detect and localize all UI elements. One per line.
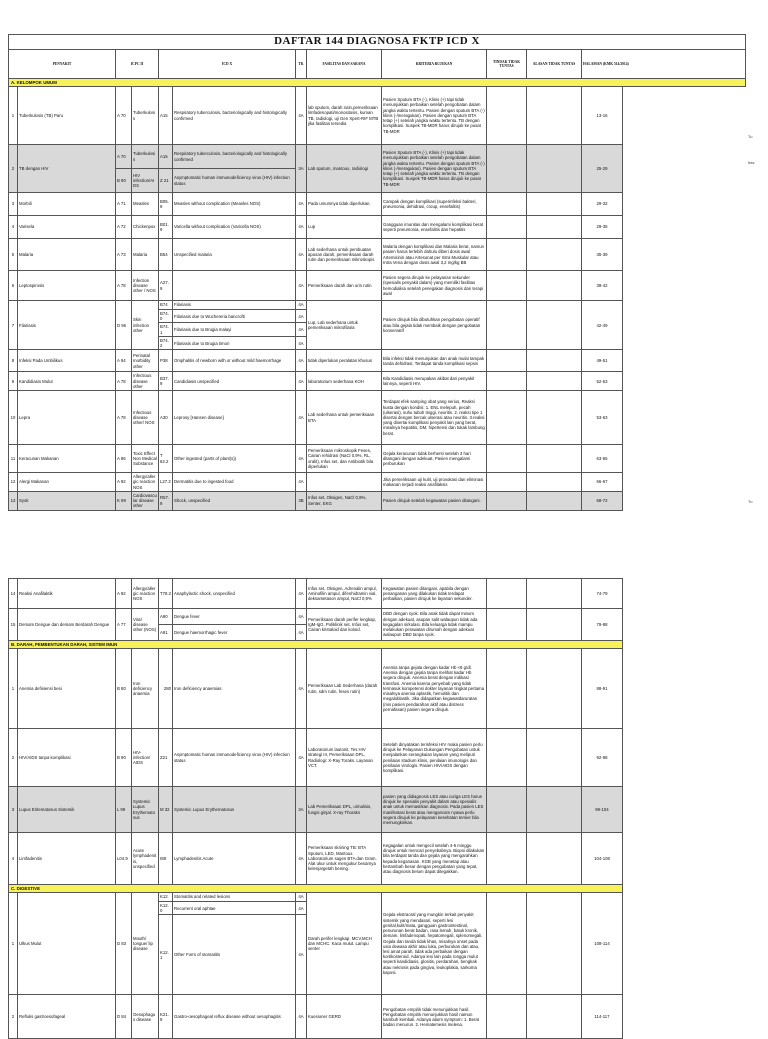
row-icd: B74.0 bbox=[159, 310, 173, 323]
row-page: 114-117 bbox=[582, 995, 623, 1039]
row-icd: B54 bbox=[159, 239, 173, 271]
header-penyakit: PENYAKIT bbox=[9, 50, 116, 79]
row-facilities: Pemeriksaan darah perifer lengkap, IgM-IgG, Poliklinik set, Infus set, Cairan kristaloid dan koloid. bbox=[307, 609, 382, 641]
row-page: 39-42 bbox=[582, 271, 623, 301]
row-icd: B74.1 bbox=[159, 323, 173, 336]
row-criteria: Pasien Sputum BTA (-), Klinis (+) tapi tidak menunjukkan perbaikan setelah pengobatan dalam jangka waktu tertentu. Pasien dengan sputum BTA (-) klinis (-/meragukan). Pasien dengan sputum BTA tetap (+) setelah jangka waktu tertentu. TB dengan komplikasi. Suspek TB-MDR harus dirujuk ke pusat TB-MDR bbox=[382, 87, 487, 145]
table-row bbox=[9, 729, 746, 787]
row-icd-desc: Dermatitis due to ingested food bbox=[173, 473, 296, 492]
row-criteria: Kegawatan pasien ditangani, apabila dengan penanganan yang dilakukan tidak terdapat perbaikan, pasien dirujuk ke layanan sekunder. bbox=[382, 579, 487, 609]
row-icd: K21.9 bbox=[159, 995, 173, 1039]
row-page: 99-104 bbox=[582, 787, 623, 833]
table-row bbox=[9, 239, 746, 271]
row-icd: B05.9 bbox=[159, 193, 173, 216]
row-icpc: A 78 bbox=[116, 271, 132, 301]
row-icd-desc: Systemic Lupus Erythematosus bbox=[173, 787, 296, 833]
row-no: 2 bbox=[9, 729, 18, 787]
table-row bbox=[9, 491, 746, 510]
row-icd: A15 bbox=[159, 145, 173, 169]
table-row bbox=[9, 787, 746, 833]
row-facilities: Pemeriksaan mikroskopik Feses, Cairan rehidrasi (NaCl 0,9%, RL, oralit), Infus set, dan Antibiotik bila diperlukan bbox=[307, 445, 382, 473]
row-icpc: A 77 bbox=[116, 609, 132, 641]
row-facilities: Lab sputum, mantoux, radiologi bbox=[307, 145, 382, 193]
row-icd: K12 bbox=[159, 893, 173, 902]
row-page: 66-67 bbox=[582, 473, 623, 492]
row-icpc-desc: Mouth/ tongue/ lip disease bbox=[132, 893, 159, 995]
row-facilities: Lab sederhana untuk pemeriksaan BTA bbox=[307, 391, 382, 445]
row-tk: 4A bbox=[296, 310, 307, 323]
header-tindak: TINDAK TIDAK TUNTAS bbox=[487, 50, 527, 79]
row-disease: TB dengan HIV bbox=[18, 145, 116, 193]
row-no: 5 bbox=[9, 239, 18, 271]
table-row bbox=[9, 301, 746, 310]
row-page: 68-72 bbox=[582, 491, 623, 510]
table-row bbox=[9, 893, 746, 902]
row-facilities: Darah perifer lengkap. MCV,MCH dan MCHC. Kaca mulut. Lampu senter bbox=[307, 893, 382, 995]
row-criteria: Anemia tanpa gejala dengan kadar Hb <8 g/dl. Anemia dengan gejala tanpa melihat kadar Hb segera dirujuk. Anemia berat dengan indikasi transfusi. Anemia karena penyebab yang tidak termasuk kompetensi dokter layanan tingkat pertama misalnya anemia aplastik, hemolitik dan megaloblastik. Jika didapatkan kegawatdaruratan (mis pasien pendarahan aktif atau distress pernafasan) pasien segera dirujuk. bbox=[382, 649, 487, 729]
row-icpc: A 78 bbox=[116, 391, 132, 445]
row-tk: 4A bbox=[296, 87, 307, 145]
row-icpc: A 72 bbox=[116, 216, 132, 239]
row-disease: Filariasis bbox=[18, 301, 116, 350]
row-icpc: D 83 bbox=[116, 893, 132, 995]
row-disease: Leptospirosis bbox=[18, 271, 116, 301]
diagnosis-table-page-2 bbox=[8, 578, 746, 1039]
row-disease: Keracunan Makanan bbox=[18, 445, 116, 473]
row-criteria: Pengobatan empirik tidak menunjukkan hasil. Pengobatan empirik menunjukkan hasil namun kambuh kembali. Adanya alarm symptom: 1. Berat badan menurun. 2. Hematemesis melena. bbox=[382, 995, 487, 1039]
row-icd: B74 bbox=[159, 301, 173, 310]
row-icpc-desc: Viral disease other (NOS) bbox=[132, 609, 159, 641]
row-page: 49-51 bbox=[582, 350, 623, 372]
table-row bbox=[9, 995, 746, 1039]
header-kriteria: KRITERIA RUJUKAN bbox=[382, 50, 487, 79]
row-no: 4 bbox=[9, 216, 18, 239]
row-facilities bbox=[307, 473, 382, 492]
row-icpc-desc: Acute lymphadenitis, unspecified bbox=[132, 833, 159, 885]
row-icpc-desc: Cardiovascular disease other bbox=[133, 492, 157, 509]
side-note: Tu bbox=[748, 499, 753, 504]
row-tk: 4A bbox=[296, 445, 307, 473]
header-alasan: ALASAN TIDAK TUNTAS bbox=[527, 50, 582, 79]
row-icd-desc: Asymptomatic human immunodeficiency virus (HIV) infection status bbox=[173, 729, 296, 787]
row-disease: Lepra bbox=[18, 391, 116, 445]
row-icd: K12.1 bbox=[159, 915, 173, 995]
row-facilities: Pemeriksaan Lab Sederhana (darah rutin, sdm rutin, feses rutin) bbox=[307, 649, 382, 729]
row-icd: L27.2 bbox=[159, 473, 173, 492]
row-disease: Malaria bbox=[18, 239, 116, 271]
row-facilities: Lup bbox=[307, 216, 382, 239]
row-icd: A15 bbox=[159, 87, 173, 145]
row-icpc: A 92 bbox=[116, 473, 132, 492]
row-icd-desc: Respiratory tuberculosis, bacteriologically and histologically confirmed bbox=[173, 145, 296, 169]
table-row bbox=[9, 473, 746, 492]
row-icpc: L04.9 bbox=[116, 833, 132, 885]
row-page: 29-35 bbox=[582, 216, 623, 239]
row-disease: Anemia defisiensi besi bbox=[18, 649, 116, 729]
row-icpc-desc: Allergy/allergic reaction NOS bbox=[132, 579, 159, 609]
row-criteria: Gejala ekstraoral yang mungkin terkait penyakit sistemik yang mendasari, seperti lesi genital,kulit/mata, gangguan gastrointestinal, penurunan berat badan, rasa lemah, batuk kronik, demam, limfadenopati, hepatomegali, splenomegali. Gejala dan tanda tidak khas, misalnya onset pada usia dewasa akhir atau luka, perburukan dan atau, lesi amat parah, tidak ada perbaikan dengan kortikosteroid. Adanya lesi lain pada rongga mulut seperti kandidiasis, glositis, perdarahan, bengkak atau nekrosis pada gingiva, leukoplakia, sarkoma kaposi. bbox=[382, 893, 487, 995]
row-icd: A90 bbox=[159, 609, 173, 625]
row-tk: 4A bbox=[296, 391, 307, 445]
row-tk: 4A bbox=[296, 301, 307, 310]
page-1 bbox=[0, 34, 768, 511]
row-no: 1 bbox=[9, 87, 18, 145]
row-icd-desc: Filariasis due to Brugia timori bbox=[173, 336, 296, 349]
row-criteria: Terdapat efek samping obat yang serius, Reaksi kusta dengan kondisi: 1. ENL melepuh, pecah (ulserasi), suhu tubuh tinggi, neuritis. 2. reaksi tipe 1 disertai dengan bercak ulserasi atau neuritis. 3.reaksi yang disertai komplikasi penyakit lain yang berat, misalnya hepatitis, DM, hipertensi dan tukak lambung berat. bbox=[382, 391, 487, 445]
row-no: 8 bbox=[9, 350, 18, 372]
row-tk: 3A bbox=[296, 787, 307, 833]
row-tk: 3A bbox=[296, 145, 307, 193]
row-tk: 4A bbox=[296, 323, 307, 336]
row-disease: HIV/AIDS tanpa komplikasi bbox=[18, 729, 116, 787]
row-icpc-desc: Infectious disease other/ NOS bbox=[132, 391, 159, 445]
row-icd: A91 bbox=[159, 625, 173, 641]
row-icpc-desc: Perinatal morbidity other bbox=[132, 350, 159, 372]
row-icd: A30 bbox=[159, 391, 173, 445]
row-icpc-desc: HIV infection/AIDS bbox=[132, 169, 159, 193]
row-icpc: A 70 bbox=[116, 87, 132, 145]
row-criteria: Gejala keracunan tidak berhenti setelah 3 hari ditangani dengan adekuat, Pasien mengalami perburukan bbox=[382, 445, 487, 473]
row-icd-desc: Shock, unspecified bbox=[173, 491, 296, 510]
table-row bbox=[9, 391, 746, 445]
row-disease: Lupus Eritematosus Sistemik bbox=[18, 787, 116, 833]
table-row bbox=[9, 372, 746, 391]
row-icd: I88 bbox=[159, 833, 173, 885]
row-icpc-desc: Infection disease other / NOS bbox=[132, 271, 159, 301]
row-icpc: B 80 bbox=[116, 649, 132, 729]
row-icpc-desc: HIV-infection/ AIDS bbox=[132, 729, 159, 787]
row-disease: Limfadenitis bbox=[18, 833, 116, 885]
row-tk: 4A bbox=[296, 372, 307, 391]
row-icpc: K 99 bbox=[116, 491, 132, 510]
row-icd: P38 bbox=[159, 350, 173, 372]
row-facilities: Infus set, Oksigen, NaCl 0,9%, Senter, EKG bbox=[307, 491, 382, 510]
row-icd-desc: Leprosy [Hansen disease] bbox=[173, 391, 296, 445]
row-tk: 4A bbox=[296, 902, 307, 915]
row-no: 4 bbox=[9, 833, 18, 885]
document-title: DAFTAR 144 DIAGNOSA FKTP ICD X bbox=[9, 35, 746, 50]
row-no: 1 bbox=[9, 649, 18, 729]
section-a-label: A. KELOMPOK UMUM bbox=[9, 79, 746, 87]
row-icd: Z 21 bbox=[159, 169, 173, 193]
row-icd: Z21 bbox=[159, 729, 173, 787]
row-icpc: A 94 bbox=[116, 350, 132, 372]
row-page: 42-49 bbox=[582, 301, 623, 350]
row-disease: Tuberkulosis (TB) Paru bbox=[18, 87, 116, 145]
row-facilities: Pada umumnya tidak diperlukan. bbox=[307, 193, 382, 216]
row-tk: 4A bbox=[296, 336, 307, 349]
row-icpc-desc: Infectious disease other bbox=[132, 372, 159, 391]
row-icd: M 32 bbox=[159, 787, 173, 833]
row-icpc-desc: Skin infection other bbox=[132, 301, 159, 350]
row-page: 35-39 bbox=[582, 239, 623, 271]
row-page: 25-29 bbox=[582, 145, 623, 193]
row-no: 10 bbox=[9, 391, 18, 445]
row-icd-desc: Other ingested (parts of plant(s)) bbox=[173, 445, 296, 473]
row-page: 52-53 bbox=[582, 372, 623, 391]
row-criteria: Kegagalan untuk mengecil setelah 4-6 minggu dirujuk untuk mencari penyebabnya. Biopsi dilakukan bila terdapat tanda dan gejala yang mengarahkan kepada keganasan. KGB yang menetap atau bertambah besar dengan pengobatan yang tepat, atau diagnosis belum dapat ditegakkan. bbox=[382, 833, 487, 885]
row-icd: B74.2 bbox=[159, 336, 173, 349]
header-halaman: HALAMAN (KMK 514/2014) bbox=[582, 50, 746, 79]
row-icd-desc: Unspecified malaria bbox=[173, 239, 296, 271]
row-icpc: A 86 bbox=[116, 445, 132, 473]
row-icpc-desc: Iron deficiency anaemia bbox=[132, 649, 159, 729]
row-icd-desc: Lymphadenitis Acute bbox=[173, 833, 296, 885]
row-criteria: Pasien dirujuk bila dibutuhkan pengobatan operatif atau bila gejala tidak membaik dengan pengobatan konservatif bbox=[382, 301, 487, 350]
row-no: 15 bbox=[9, 609, 18, 641]
row-tk: 4A bbox=[296, 833, 307, 885]
table-row bbox=[9, 833, 746, 885]
row-facilities: Lab sederhana untuk pembuatan apusan darah, pemeriksaan darah rutin dan pemeriksaan mikroskopis bbox=[307, 239, 382, 271]
row-icd: R57.9 bbox=[159, 491, 173, 510]
row-criteria: Pasien dirujuk setelah kegawatan pasien ditangani. bbox=[382, 491, 487, 510]
header-icd: ICD X bbox=[159, 50, 296, 79]
row-facilities: Pemeriksaan darah dan urin rutin bbox=[307, 271, 382, 301]
row-page: 88-91 bbox=[582, 649, 623, 729]
row-facilities: laboratorium sederhana KOH bbox=[307, 372, 382, 391]
row-icpc: D 96 bbox=[116, 301, 132, 350]
page-2 bbox=[0, 578, 768, 1039]
row-tk: 4A bbox=[296, 649, 307, 729]
row-icd-desc: Recurrent oral aphtae bbox=[173, 902, 296, 915]
row-disease: Kandidiasis Mulut bbox=[18, 372, 116, 391]
header-row bbox=[9, 50, 746, 79]
row-icd-desc: Filariasis due to Brugia malayi bbox=[173, 323, 296, 336]
row-disease: Refluks gastroesofageal bbox=[18, 995, 116, 1039]
row-tk: 4A bbox=[296, 271, 307, 301]
row-no: 12 bbox=[9, 473, 18, 492]
row-icd: T78.2 bbox=[159, 579, 173, 609]
row-icpc-desc: Chickenpox bbox=[132, 216, 159, 239]
row-disease: Reaksi Anafilaktik bbox=[18, 579, 116, 609]
row-facilities: Infus set, Oksigen, Adrenalin ampul, Aminofilin ampul, difenhidramin vial, deksametason ampul, NaCl 0,9% bbox=[307, 579, 382, 609]
table-row bbox=[9, 609, 746, 625]
row-page: 79-88 bbox=[582, 609, 623, 641]
row-icd-desc: Dengue fever bbox=[173, 609, 296, 625]
row-tk: 4A bbox=[296, 350, 307, 372]
row-tk: 4A bbox=[296, 893, 307, 902]
row-icd-desc: Other Form of stomatitis bbox=[173, 915, 296, 995]
row-criteria: Bila infeksi tidak menunjukan dan anak mulai tampak tanda dehidrasi, Terdapat tanda komplikasi sepsis bbox=[382, 350, 487, 372]
row-icpc-desc: Tuberkulosis bbox=[132, 145, 159, 169]
row-icd: 280 bbox=[159, 649, 173, 729]
row-disease: Ulkus Mulut bbox=[18, 893, 116, 995]
row-disease: Infeksi Pada Umbilikus bbox=[18, 350, 116, 372]
header-tk: TK bbox=[296, 50, 307, 79]
table-row bbox=[9, 271, 746, 301]
row-icd-desc: Candidiasis unspecified bbox=[173, 372, 296, 391]
row-icd-desc: Omphalitis of newborn with or without mild haemorrhage bbox=[173, 350, 296, 372]
row-tk: 4A bbox=[296, 625, 307, 641]
table-row bbox=[9, 87, 746, 145]
row-icd-desc bbox=[173, 271, 296, 301]
row-tk: 4A bbox=[296, 609, 307, 625]
row-page: 104-108 bbox=[582, 833, 623, 885]
row-icpc: B 90 bbox=[116, 169, 132, 193]
row-disease: Varisela bbox=[18, 216, 116, 239]
row-icpc: A 92 bbox=[116, 579, 132, 609]
row-page: 29-32 bbox=[582, 193, 623, 216]
row-no: 13 bbox=[9, 491, 18, 510]
row-tindak bbox=[487, 87, 527, 145]
row-disease: Syok bbox=[18, 491, 116, 510]
row-icd: B37.9 bbox=[159, 372, 173, 391]
row-tk: 4A bbox=[296, 216, 307, 239]
row-no: 3 bbox=[9, 787, 18, 833]
row-icpc-desc: Measles bbox=[132, 193, 159, 216]
row-page: 63-65 bbox=[582, 445, 623, 473]
row-no: 9 bbox=[9, 372, 18, 391]
row-disease: Demam Dengue dan demam Berdarah Dengue bbox=[18, 609, 116, 641]
header-fasilitas: FASILITAS DAN SARANA bbox=[307, 50, 382, 79]
row-tk: 3B bbox=[296, 491, 307, 510]
row-page: 92-98 bbox=[582, 729, 623, 787]
row-icpc-desc: Systemic Lupus Erythematosus bbox=[132, 787, 159, 833]
row-page: 13-16 bbox=[582, 87, 623, 145]
row-icd-desc: Dengue haemorrhagic fever bbox=[173, 625, 296, 641]
row-tindak bbox=[487, 145, 527, 193]
row-no: 1 bbox=[9, 893, 18, 995]
row-criteria: Bila Kandidiasis merupakan akibat dari penyakit lainnya, seperti HIV. bbox=[382, 372, 487, 391]
row-icpc: B 90 bbox=[116, 729, 132, 787]
row-tk: 4A bbox=[296, 915, 307, 995]
row-icpc-desc: Malaria bbox=[132, 239, 159, 271]
row-criteria: Pasien Sputum BTA (-), Klinis (+) tapi tidak menunjukkan perbaikan setelah pengobatan dalam jangka waktu tertentu. Pasien dengan sputum BTA (-) klinis (-/meragukan). Pasien dengan sputum BTA tetap (+) setelah jangka waktu tertentu. TB dengan komplikasi. Suspek TB-MDR harus dirujuk ke pusat TB-MDR bbox=[382, 145, 487, 193]
row-icpc-desc: Oesophagus disease bbox=[132, 995, 159, 1039]
row-icd: A27.9 bbox=[159, 271, 173, 301]
row-tk: 4A bbox=[296, 193, 307, 216]
row-icd: K12.0 bbox=[159, 902, 173, 915]
row-no: 7 bbox=[9, 301, 18, 350]
row-facilities: tidak diperlukan peralatan khusus bbox=[307, 350, 382, 372]
row-icpc: A 70 bbox=[116, 145, 132, 169]
row-icd: B01.9 bbox=[159, 216, 173, 239]
row-icd-desc: Filariasis due to Wuchereria bancrofti bbox=[173, 310, 296, 323]
row-icd-desc: Varicella without complication (Varicella NOS) bbox=[173, 216, 296, 239]
row-no: 2 bbox=[9, 145, 18, 193]
row-icpc: A 71 bbox=[116, 193, 132, 216]
row-icd-desc: Filariasis bbox=[173, 301, 296, 310]
table-row bbox=[9, 649, 746, 729]
row-page: 74-79 bbox=[582, 579, 623, 609]
header-icpc: ICPC II bbox=[116, 50, 159, 79]
table-row bbox=[9, 350, 746, 372]
page-gap bbox=[0, 518, 768, 578]
row-facilities: Kuesioner GERD bbox=[307, 995, 382, 1039]
row-facilities: lab sputum, darah rutin,pemeriksaan limfadenopati/monositosis, kuman TB, radiologi, uji Gen Xpert-RIF MTB jika fasilitas tersedia bbox=[307, 87, 382, 145]
row-page: 53-63 bbox=[582, 391, 623, 445]
row-icpc: D 84 bbox=[116, 995, 132, 1039]
table-row bbox=[9, 445, 746, 473]
row-icpc: A 78 bbox=[116, 372, 132, 391]
row-tk: 4A bbox=[296, 473, 307, 492]
row-page: 108-114 bbox=[582, 893, 623, 995]
row-criteria: Setelah dinyatakan terinfeksi HIV maka pasien perlu dirujuk ke Pelayanan Dukungan Pengobatan untuk menjalankan serangkaian layanan yang meliputi penilaian stadium klinis, penilaian imunologis dan penilaian virologis. Pasien HIV/AIDS dengan komplikasi. bbox=[382, 729, 487, 787]
row-alasan bbox=[527, 87, 582, 145]
row-disease: Morbili bbox=[18, 193, 116, 216]
diagnosis-table-page-1 bbox=[8, 34, 746, 511]
section-b-label: B. DARAH, PEMBENTUKAN DARAH, SISTEM IMUN bbox=[9, 641, 623, 649]
row-icpc-desc: Tuberkulosis bbox=[132, 87, 159, 145]
row-criteria: Campak dengan komplikasi (superinfeksi bakteri, pneumonia, dehidrasi, croup, ensefalitis) bbox=[382, 193, 487, 216]
row-facilities: Pemeriksaan skrining TB: BTA Sputum, LED, Mantoux. Laboratorium sagen BTA dan Gram. Alat ukur untuk mengukur besarnya kelenjargetah bening. bbox=[307, 833, 382, 885]
row-criteria: Malaria dengan komplikasi dan Malaria berat, namun pasien harus terlebih dahulu diberi dosis awal Artemisinin atau Artesunat per Intra Muskular atau Intra Vena dengan dosis awal 3,2 mg/kg BB bbox=[382, 239, 487, 271]
row-criteria: Jika pemeriksaan uji kulit, uji provokasi dan eliminasi makanan terjadi reaksi anafilaksis bbox=[382, 473, 487, 492]
row-icd-desc: Anaphylactic shock, unspecified bbox=[173, 579, 296, 609]
row-tk: 4A bbox=[296, 239, 307, 271]
row-no: 11 bbox=[9, 445, 18, 473]
side-note: Itas bbox=[748, 160, 755, 165]
row-disease: Alergi Makanan bbox=[18, 473, 116, 492]
row-criteria: Pasien segera dirujuk ke pelayanan sekunder (spesialis penyakit dalam) yang memiliki fasilitas hemodialisa setelah penegakan diagnosis dan terapi awal bbox=[382, 271, 487, 301]
section-c-label: C. DIGESTIVE bbox=[9, 885, 623, 893]
row-alasan bbox=[527, 145, 582, 193]
row-facilities: Lup, Lab sederhana untuk pemeriksaan mikrofilaria bbox=[307, 301, 382, 350]
row-icd-desc: Respiratory tuberculosis, bacteriologically and histologically confirmed bbox=[173, 87, 296, 145]
table-row bbox=[9, 216, 746, 239]
row-tk: 4A bbox=[296, 729, 307, 787]
side-note: Tu bbox=[748, 134, 753, 139]
row-icd-desc: Asymptomatic human immunodeficiency virus (HIV) infection status bbox=[173, 169, 296, 193]
row-no: 3 bbox=[9, 193, 18, 216]
table-row bbox=[9, 145, 746, 169]
row-icpc-desc: Toxic Effect Non Medical Substance bbox=[132, 445, 159, 473]
row-icpc: A 73 bbox=[116, 239, 132, 271]
table-row bbox=[9, 193, 746, 216]
row-icpc-desc: Allergy/allergic reaction NOS bbox=[132, 473, 159, 492]
row-icd: T 62.2 bbox=[159, 445, 173, 473]
row-criteria: pasien yang didiagnosis LES atau curiga LES harus dirujuk ke spesialis penyakit dalam atau spesialis anak untuk memastikan diagnosis. Pada pasien LES manifestasi berat atau mengancam nyawa perlu segera dirujuk ke pelayanan kesehatan tersier bila memungkinkan. bbox=[382, 787, 487, 833]
row-icpc: L 99 bbox=[116, 787, 132, 833]
row-facilities: Lab Pemeriksaan DPL, urinalisis, fungsi ginjal. X-ray Thoraks bbox=[307, 787, 382, 833]
row-facilities: Laboratorium lautonit, Tes HIV strategi III, Pemeriksaan DPL, Radiologi: X-Ray Toraks. Layanan VCT. bbox=[307, 729, 382, 787]
row-no: 14 bbox=[9, 579, 18, 609]
row-icd-desc: Iron deficiency anaemias bbox=[173, 649, 296, 729]
row-icd-desc: Measles without complication (Measles NOS) bbox=[173, 193, 296, 216]
row-criteria: Gangguan imunitas dan mengalami komplikasi berat seperti pneumonia, ensefalitis dan hepatitis bbox=[382, 216, 487, 239]
row-no: 6 bbox=[9, 271, 18, 301]
row-tk: 4A bbox=[296, 579, 307, 609]
row-tk: 4A bbox=[296, 995, 307, 1039]
table-row bbox=[9, 579, 746, 609]
row-no: 2 bbox=[9, 995, 18, 1039]
row-criteria: DBD dengan syok. Bila anak tidak dapat minum dengan adekuat, asupan salit walaupun tidak ada kegagalan sirkulasi. Bila keluarga tidak mampu melakukan perawatan dirumah dengan adekuat walaupun DBD tanpa syok. bbox=[382, 609, 487, 641]
row-icd-desc: Stomatitis and related lesions bbox=[173, 893, 296, 902]
row-icd-desc: Gastro-oesophageal reflux disease without oesophagitis bbox=[173, 995, 296, 1039]
